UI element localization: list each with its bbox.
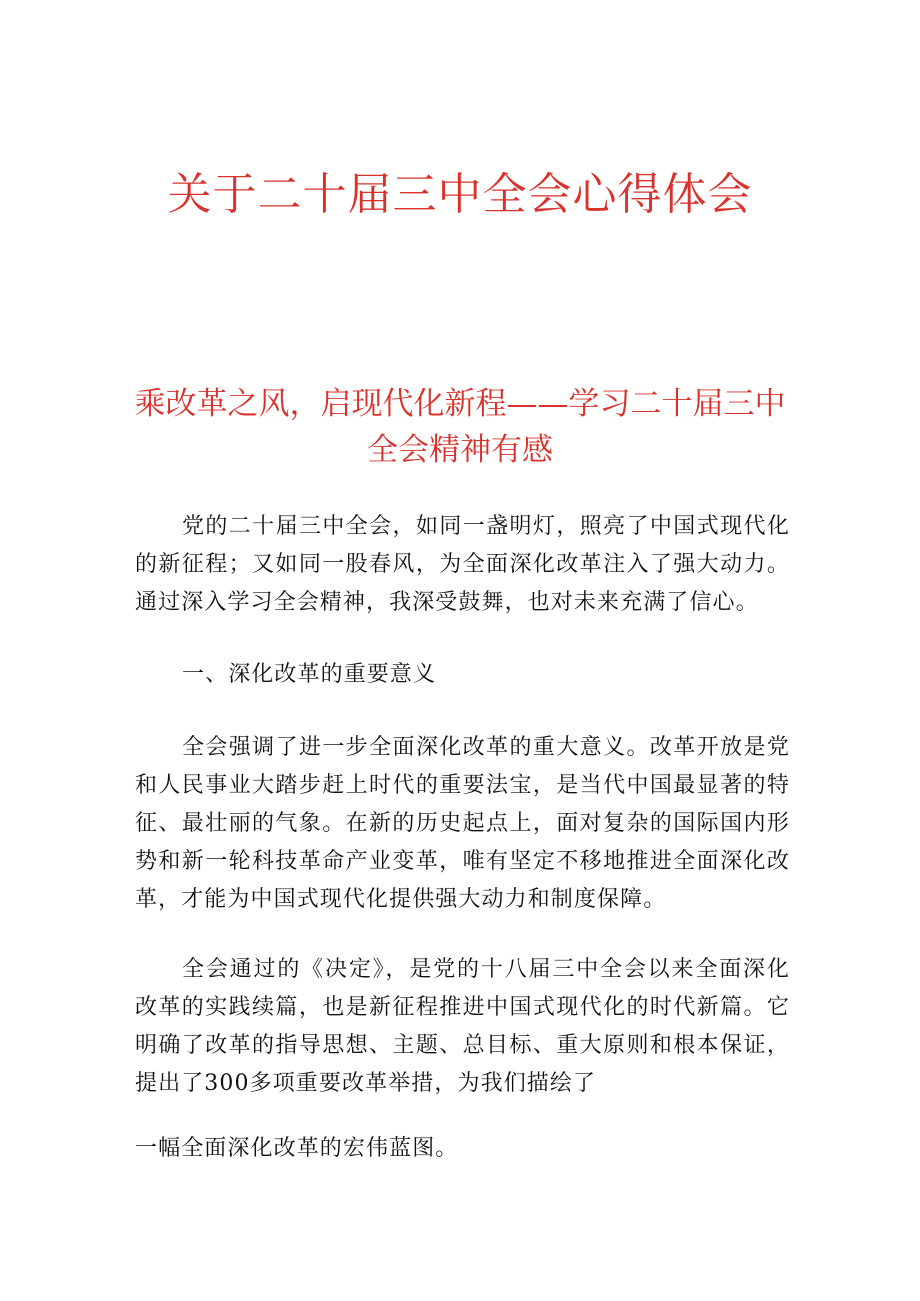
- document-subtitle: 乘改革之风，启现代化新程——学习二十届三中全会精神有感: [134, 386, 786, 468]
- intro-paragraph: 党的二十届三中全会，如同一盏明灯，照亮了中国式现代化的新征程；又如同一股春风，为全面深化改革注入了强大动力。通过深入学习全会精神，我深受鼓舞，也对未来充满了信心。: [135, 514, 790, 615]
- body-paragraph-continuation: 一幅全面深化改革的宏伟蓝图。: [135, 1136, 459, 1161]
- body-paragraph: 全会强调了进一步全面深化改革的重大意义。改革开放是党和人民事业大踏步赶上时代的重要法宝，是当代中国最显著的特征、最壮丽的气象。在新的历史起点上，面对复杂的国际国内形势和新一轮科技革命产业变革，唯有坚定不移地推进全面深化改革，才能为中国式现代化提供强大动力和制度保障。: [135, 735, 790, 912]
- section-heading: 一、深化改革的重要意义: [182, 662, 437, 687]
- body-paragraph: 全会通过的《决定》，是党的十八届三中全会以来全面深化改革的实践续篇，也是新征程推进中国式现代化的时代新篇。它明确了改革的指导思想、主题、总目标、重大原则和根本保证，提出了300多项重要改革举措，为我们描绘了: [135, 957, 790, 1096]
- document-title: 关于二十届三中全会心得体会: [167, 169, 753, 220]
